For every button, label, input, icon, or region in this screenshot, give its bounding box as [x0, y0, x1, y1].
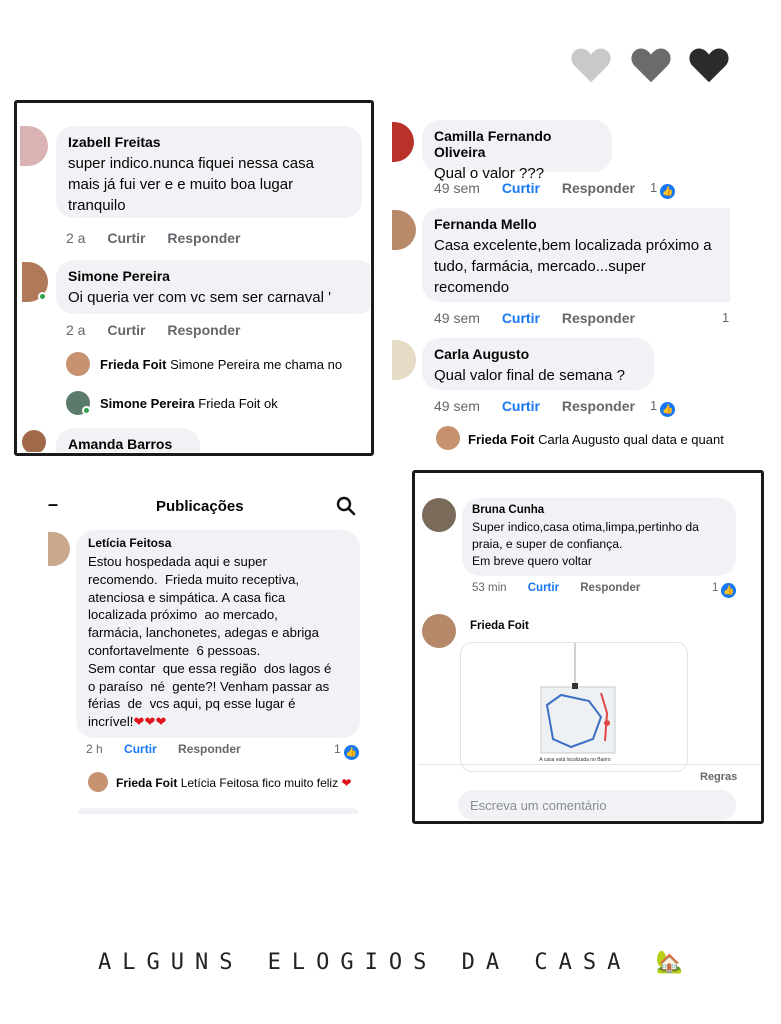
avatar[interactable] [22, 430, 46, 452]
back-button[interactable]: – [48, 494, 59, 514]
reply-text: Carla Augusto qual data e quant [538, 432, 724, 447]
comment-actions [434, 398, 653, 414]
heart-emoji: ❤ [341, 776, 352, 790]
comment-time[interactable]: 49 sem [434, 180, 480, 196]
avatar[interactable] [436, 426, 460, 450]
comment-author[interactable]: Simone Pereira [68, 268, 170, 284]
reply-text: Letícia Feitosa fico muito feliz [180, 776, 339, 790]
search-icon[interactable] [336, 496, 356, 516]
comments-panel-1 [18, 104, 370, 452]
like-button[interactable]: Curtir [107, 230, 146, 246]
reaction-count[interactable] [334, 742, 359, 760]
comment-time[interactable]: 2 a [66, 322, 86, 338]
map-attachment[interactable] [460, 642, 688, 772]
online-indicator [38, 292, 47, 301]
comment-composer[interactable] [458, 790, 736, 820]
like-button[interactable]: Curtir [527, 582, 560, 594]
caption [0, 950, 781, 975]
comments-panel-4 [418, 476, 762, 824]
comment-bubble [56, 428, 200, 452]
header-title: Publicações [156, 498, 244, 515]
heart-icon [570, 46, 612, 84]
reply-author[interactable]: Frieda Foit [116, 776, 178, 790]
reaction-count[interactable] [650, 398, 675, 417]
map-image [461, 643, 688, 765]
avatar[interactable] [392, 122, 414, 162]
comment-time[interactable]: 49 sem [434, 398, 480, 414]
reply-item [116, 776, 352, 790]
reply-author[interactable]: Frieda Foit [100, 357, 167, 372]
comment-time[interactable]: 49 sem [434, 310, 480, 326]
reply-button[interactable]: Responder [561, 398, 635, 414]
like-thumb-icon: 👍 [660, 184, 675, 199]
avatar[interactable] [20, 126, 48, 166]
comment-actions [472, 582, 658, 594]
reaction-number: 1 [650, 180, 658, 195]
avatar[interactable] [88, 772, 108, 792]
reply-text: Simone Pereira me chama no [170, 357, 343, 372]
reply-item [468, 432, 724, 447]
divider [418, 764, 762, 765]
comment-bubble [422, 338, 654, 390]
avatar[interactable] [48, 532, 70, 566]
reply-author[interactable]: Simone Pereira [100, 396, 195, 411]
comment-actions [434, 180, 653, 196]
comment-body: Estou hospedada aqui e super recomendo. Frieda muito receptiva, atenciosa e simpática. A casa fica localizada próximo ao mercado, farmácia, lanchonetes, adegas e abriga confortavelmente 6 pessoas. Sem contar que essa região dos lagos é o paraíso né gente?! Venham passar as férias de vcs aqui, pq esse lugar é incrível! [88, 554, 332, 730]
comment-author[interactable]: Bruna Cunha [472, 504, 545, 516]
reaction-count[interactable] [712, 582, 736, 598]
comments-panel-3 [48, 486, 364, 814]
comment-author[interactable]: Izabell Freitas [68, 134, 161, 150]
reply-author[interactable]: Frieda Foit [468, 432, 535, 447]
comment-text: Qual valor final de semana ? [434, 367, 625, 384]
comment-actions [434, 310, 653, 326]
comment-actions [66, 230, 259, 246]
reply-button[interactable]: Responder [167, 322, 241, 338]
comment-bubble [76, 530, 360, 738]
reply-item [100, 396, 278, 411]
comment-author[interactable]: Amanda Barros [68, 436, 173, 452]
like-button[interactable]: Curtir [501, 310, 540, 326]
like-button[interactable]: Curtir [501, 180, 540, 196]
caption-text: ALGUNS ELOGIOS DA CASA [97, 950, 632, 975]
heart-icon [630, 46, 672, 84]
like-thumb-icon: 👍 [660, 402, 675, 417]
house-emoji: 🏡 [655, 950, 684, 975]
heart-icon [688, 46, 730, 84]
comment-actions [86, 742, 259, 756]
like-button[interactable]: Curtir [501, 398, 540, 414]
reaction-number: 1 [334, 742, 341, 756]
comment-bubble [56, 260, 370, 314]
comment-author[interactable]: Carla Augusto [434, 346, 530, 362]
reaction-count[interactable] [722, 310, 729, 325]
comment-text: Qual o valor ??? [434, 165, 545, 182]
next-comment-bubble [78, 808, 358, 814]
map-caption: A casa está localizada no Bairro [539, 757, 611, 763]
comment-text: Oi queria ver com vc sem ser carnaval ' [68, 289, 331, 306]
reply-item [100, 357, 342, 372]
reaction-number: 1 [712, 582, 719, 594]
reply-button[interactable]: Responder [561, 310, 635, 326]
comment-author[interactable]: Fernanda Mello [434, 216, 537, 232]
avatar[interactable] [66, 352, 90, 376]
comment-bubble [56, 126, 362, 218]
reply-text: Frieda Foit ok [198, 396, 278, 411]
comment-text: Casa excelente,bem localizada próximo a tudo, farmácia, mercado...super recomendo [434, 237, 712, 296]
like-button[interactable]: Curtir [107, 322, 146, 338]
comment-text: Super indico,casa otima,limpa,pertinho da praia, e super de confiança. Em breve quero voltar [472, 520, 699, 568]
like-button[interactable]: Curtir [124, 742, 157, 756]
reply-button[interactable]: Responder [561, 180, 635, 196]
reply-button[interactable]: Responder [167, 230, 241, 246]
comment-bubble [462, 498, 736, 576]
comment-text [88, 553, 348, 731]
avatar[interactable] [422, 614, 456, 648]
reaction-count[interactable] [650, 180, 675, 199]
online-indicator [82, 406, 91, 415]
comment-time[interactable]: 2 a [66, 230, 86, 246]
comment-author[interactable]: Frieda Foit [470, 620, 529, 632]
heart-emoji: ❤❤❤ [133, 714, 167, 730]
comment-author[interactable]: Letícia Feitosa [88, 536, 172, 550]
avatar[interactable] [392, 210, 416, 250]
comment-time[interactable]: 53 min [472, 582, 507, 594]
rules-link[interactable]: Regras [700, 771, 738, 783]
reaction-number: 1 [650, 398, 658, 413]
reply-button[interactable]: Responder [178, 742, 241, 756]
composer-placeholder: Escreva um comentário [470, 798, 607, 813]
like-thumb-icon: 👍 [721, 583, 736, 598]
like-thumb-icon: 👍 [344, 745, 359, 760]
comment-bubble [422, 208, 730, 302]
avatar[interactable] [422, 498, 456, 532]
decorative-hearts [570, 46, 740, 86]
comment-actions [66, 322, 259, 338]
reaction-number: 1 [722, 310, 730, 325]
comment-bubble [422, 120, 612, 182]
avatar[interactable] [392, 340, 416, 380]
comment-time[interactable]: 2 h [86, 742, 103, 756]
comments-panel-2 [392, 114, 730, 450]
comment-author[interactable]: Camilla Fernando Oliveira [434, 128, 552, 160]
reply-button[interactable]: Responder [580, 582, 641, 594]
comment-text: super indico.nunca fiquei nessa casa mais já fui ver e e muito boa lugar tranquilo [68, 155, 314, 214]
